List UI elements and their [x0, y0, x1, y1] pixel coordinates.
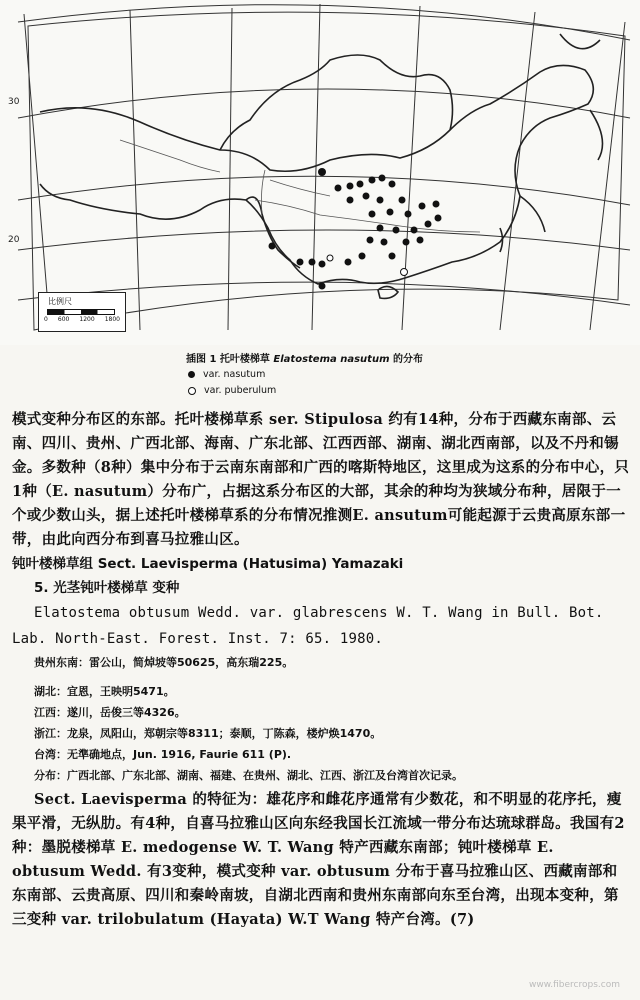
point-nasutum — [318, 168, 326, 176]
point-nasutum — [359, 253, 366, 260]
caption-suffix: 的分布 — [389, 354, 423, 365]
legend-item-puberulum — [188, 385, 276, 396]
border-line — [590, 110, 603, 160]
point-nasutum — [363, 193, 370, 200]
china-outline — [40, 65, 593, 284]
point-nasutum — [379, 175, 386, 182]
point-nasutum — [367, 237, 374, 244]
open-dot-icon — [188, 387, 196, 395]
point-nasutum — [319, 261, 326, 268]
caption-prefix: 插图 1 托叶楼梯草 — [186, 354, 274, 365]
specimen-taiwan: 台湾：无準确地点，Jun. 1916, Faurie 611 (P). — [34, 748, 292, 761]
point-nasutum — [405, 211, 412, 218]
scale-bar — [47, 309, 115, 315]
body-text — [12, 408, 630, 932]
point-nasutum — [297, 259, 304, 266]
species-heading: 5. 光茎钝叶楼梯草 变种 — [34, 580, 180, 596]
point-nasutum — [309, 259, 316, 266]
point-nasutum — [389, 181, 396, 188]
river — [255, 200, 480, 232]
river — [270, 180, 330, 196]
graticule-line — [18, 230, 630, 250]
watermark: www.fibercrops.com — [529, 980, 620, 990]
legend-label: var. nasutum — [203, 369, 266, 380]
point-nasutum — [387, 209, 394, 216]
graticule-line — [18, 176, 630, 205]
latin-citation-line-1: Elatostema obtusum Wedd. var. glabrescens W. T. Wang in Bull. Bot. — [34, 605, 604, 621]
legend-item-nasutum — [188, 369, 265, 380]
point-nasutum — [347, 183, 354, 190]
border-line — [560, 34, 600, 49]
section-heading: 钝叶楼梯草组 Sect. Laevisperma (Hatusima) Yamazaki — [12, 556, 404, 572]
point-nasutum — [335, 185, 342, 192]
point-nasutum — [389, 253, 396, 260]
scale-tick: 600 — [57, 316, 70, 323]
filled-dot-icon — [188, 371, 195, 378]
point-nasutum — [417, 237, 424, 244]
distribution-note: 分布：广西北部、广东北部、湖南、福建、在贵州、湖北、江西、浙江及台湾首次记录。 — [34, 769, 463, 782]
island-hainan — [378, 286, 398, 298]
graticule-line — [590, 22, 625, 330]
paragraph-1: 模式变种分布区的东部。托叶楼梯草系 ser. Stipulosa 约有14种，分布于西藏东南部、云南、四川、贵州、广西北部、海南、广东北部、江西西部、湖南、湖北西南部，以及不丹和锡金。多数种（8种）集中分布于云南东南部和广西的喀斯特地区，这里成为这系的分布中心，只1种（E. nasutum）分布广，占据这系分布区的大部，其余的种均为狭域分布种，居限于一个或少数山头，据上述托叶楼梯草系的分布情况推测E. ansutum可能起源于云贵高原东部一带，由此向西分布到喜马拉雅山区。 — [12, 411, 630, 548]
graticule-line — [228, 8, 232, 330]
caption-species: Elatostema nasutum — [273, 354, 390, 365]
scale-label: 比例尺 — [48, 297, 72, 306]
point-nasutum — [403, 239, 410, 246]
point-nasutum — [419, 203, 426, 210]
scale-tick: 1800 — [104, 316, 120, 323]
lat-label-30: 30 — [8, 97, 20, 107]
point-nasutum — [381, 239, 388, 246]
legend-label: var. puberulum — [204, 385, 277, 396]
point-nasutum — [319, 283, 326, 290]
graticule-line — [402, 6, 420, 330]
graticule-line — [18, 5, 630, 40]
point-nasutum — [377, 197, 384, 204]
point-nasutum — [369, 177, 376, 184]
specimen-hubei: 湖北：宜恩，王映明5471。 — [34, 685, 175, 698]
point-nasutum — [411, 227, 418, 234]
point-nasutum — [377, 225, 384, 232]
point-nasutum — [269, 243, 276, 250]
point-nasutum — [393, 227, 400, 234]
border-line — [520, 196, 545, 232]
graticule-line — [500, 12, 535, 330]
point-nasutum — [399, 197, 406, 204]
graticule-line — [24, 14, 50, 330]
paragraph-2: Sect. Laevisperma 的特征为：雄花序和雌花序通常有少数花，和不明显的花序托，瘦果平滑，无纵肋。有4种，自喜马拉雅山区向东经我国长江流域一带分布达琉球群岛。我国有2种：墨脱楼梯草 E. medogense W. T. Wang 特产西藏东南部；钝叶楼梯草 E. obtusum Wedd. 有3变种，模式变种 var. obtusum 分布于喜马拉雅山区、西藏南部和东南部、云贵高原、四川和秦岭南坡，自湖北西南和贵州东南部向东至台湾，出现本变种，第三变种 var. trilobulatum (Hayata) W.T Wang 特产台湾。(7) — [12, 791, 625, 928]
scale-ticks — [44, 316, 120, 323]
point-puberulum — [327, 255, 333, 261]
point-nasutum — [435, 215, 442, 222]
scale-tick: 1200 — [79, 316, 95, 323]
graticule-line — [130, 10, 140, 330]
specimen-jiangxi: 江西：遂川，岳俊三等4326。 — [34, 706, 186, 719]
point-nasutum — [425, 221, 432, 228]
point-puberulum — [401, 269, 408, 276]
graticule-line — [18, 89, 630, 118]
point-nasutum — [433, 201, 440, 208]
point-nasutum — [345, 259, 352, 266]
lat-label-20: 20 — [8, 235, 20, 245]
specimen-zhejiang: 浙江：龙泉，凤阳山，郑朝宗等8311；泰顺，丁陈森，楼炉焕1470。 — [34, 727, 382, 740]
figure-caption — [186, 350, 423, 365]
border-line — [220, 55, 453, 150]
scale-tick: 0 — [44, 316, 48, 323]
point-nasutum — [369, 211, 376, 218]
point-nasutum — [347, 197, 354, 204]
latin-citation-line-2: Lab. North-East. Forest. Inst. 7: 65. 1980. — [12, 631, 384, 647]
distribution-map — [0, 0, 640, 345]
point-nasutum — [357, 181, 364, 188]
specimen-guizhou: 贵州东南：雷公山，简焯坡等50625，高东瑞225。 — [34, 656, 294, 669]
